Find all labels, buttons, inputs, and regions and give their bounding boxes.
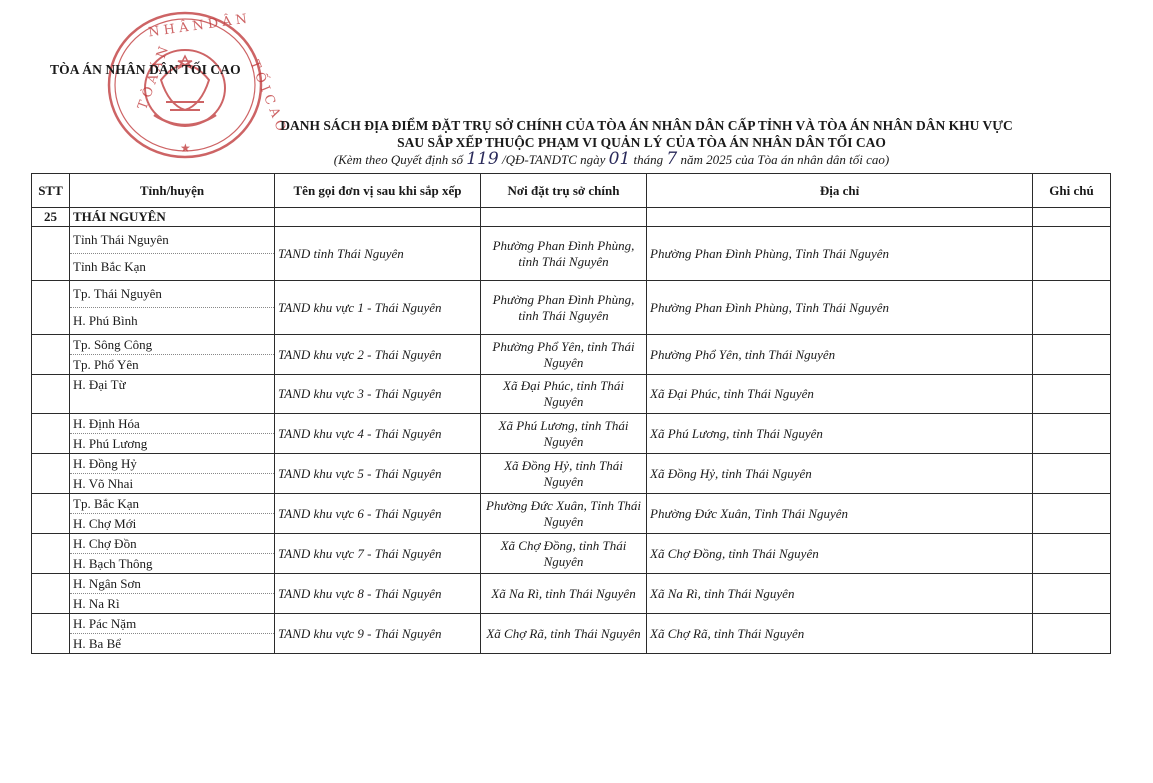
subtitle-part2: /QĐ-TANDTC ngày — [502, 152, 606, 167]
region-name: H. Chợ Đồn — [70, 534, 274, 554]
row-unit-name: TAND khu vực 9 - Thái Nguyên — [275, 614, 481, 654]
table-row — [32, 375, 1111, 414]
table-header-row — [32, 174, 1111, 208]
row-seat: Phường Phan Đình Phùng, tỉnh Thái Nguyên — [481, 227, 647, 281]
row-stt-cell — [32, 574, 70, 614]
organization-name: TÒA ÁN NHÂN DÂN TỐI CAO — [50, 62, 241, 77]
row-stt-cell — [32, 534, 70, 574]
region-name: Tỉnh Bắc Kạn — [73, 259, 146, 274]
row-note — [1033, 227, 1111, 281]
row-unit-name: TAND tỉnh Thái Nguyên — [275, 227, 481, 281]
region-name: Tp. Phổ Yên — [73, 357, 139, 372]
empty-cell — [647, 208, 1033, 227]
row-stt-cell — [32, 281, 70, 335]
region-name: H. Chợ Mới — [73, 516, 137, 531]
col-header-seat: Nơi đặt trụ sở chính — [481, 174, 647, 208]
row-unit-name: TAND khu vực 8 - Thái Nguyên — [275, 574, 481, 614]
section-name: THÁI NGUYÊN — [70, 208, 275, 227]
region-name: Tỉnh Thái Nguyên — [70, 227, 274, 254]
row-stt-cell — [32, 414, 70, 454]
row-seat: Xã Đồng Hỷ, tỉnh Thái Nguyên — [481, 454, 647, 494]
row-seat: Phường Phổ Yên, tỉnh Thái Nguyên — [481, 335, 647, 375]
svg-text:N H Â N D Â N: N H Â N D Â N — [147, 11, 248, 41]
row-region-cell — [70, 534, 275, 574]
table-row — [32, 281, 1111, 335]
row-region-cell — [70, 574, 275, 614]
section-row — [32, 208, 1111, 227]
subtitle-part1: (Kèm theo Quyết định số — [333, 152, 464, 167]
document-title-line1: DANH SÁCH ĐỊA ĐIỂM ĐẶT TRỤ SỞ CHÍNH CỦA TÒA ÁN NHÂN DÂN CẤP TỈNH VÀ TÒA ÁN NHÂN DÂN KHU VỰC — [280, 118, 1013, 133]
col-header-unit-name: Tên gọi đơn vị sau khi sắp xếp — [275, 174, 481, 208]
empty-cell — [481, 208, 647, 227]
decision-month: 7 — [666, 149, 678, 169]
decision-day: 01 — [608, 149, 631, 169]
row-region-cell — [70, 614, 275, 654]
svg-text:T Ò A Á N: T Ò A Á N — [135, 44, 172, 112]
row-stt-cell — [32, 375, 70, 414]
row-address: Xã Đồng Hỷ, tỉnh Thái Nguyên — [647, 454, 1033, 494]
region-name: H. Võ Nhai — [73, 476, 134, 491]
table-row — [32, 574, 1111, 614]
table-row — [32, 614, 1111, 654]
region-name: Tp. Sông Công — [70, 335, 274, 355]
region-name: Tp. Bắc Kạn — [70, 494, 274, 514]
row-stt-cell — [32, 614, 70, 654]
row-region-cell — [70, 414, 275, 454]
table-row — [32, 414, 1111, 454]
region-name: H. Pác Nặm — [70, 614, 274, 634]
decision-number: 119 — [466, 149, 499, 169]
row-seat: Xã Phú Lương, tỉnh Thái Nguyên — [481, 414, 647, 454]
document-titles — [0, 117, 1153, 168]
region-name: H. Ngân Sơn — [70, 574, 274, 594]
svg-text:T Ố I C A O: T Ố I C A O — [246, 58, 289, 134]
row-unit-name: TAND khu vực 3 - Thái Nguyên — [275, 375, 481, 414]
row-note — [1033, 414, 1111, 454]
row-seat: Phường Đức Xuân, Tỉnh Thái Nguyên — [481, 494, 647, 534]
row-stt-cell — [32, 227, 70, 281]
empty-cell — [1033, 208, 1111, 227]
row-note — [1033, 614, 1111, 654]
table-row — [32, 227, 1111, 281]
region-name: H. Phú Bình — [73, 313, 138, 328]
row-address: Xã Phú Lương, tỉnh Thái Nguyên — [647, 414, 1033, 454]
row-region-cell — [70, 227, 275, 281]
subtitle-part4: năm 2025 của Tòa án nhân dân tối cao) — [680, 152, 890, 167]
row-note — [1033, 375, 1111, 414]
region-name: H. Đại Từ — [73, 377, 126, 392]
col-header-address: Địa chỉ — [647, 174, 1033, 208]
region-name: H. Ba Bể — [73, 636, 122, 651]
row-stt-cell — [32, 335, 70, 375]
row-unit-name: TAND khu vực 7 - Thái Nguyên — [275, 534, 481, 574]
region-name: H. Na Rì — [73, 596, 120, 611]
row-address: Xã Chợ Đồng, tỉnh Thái Nguyên — [647, 534, 1033, 574]
row-seat: Xã Chợ Đồng, tỉnh Thái Nguyên — [481, 534, 647, 574]
col-header-region: Tỉnh/huyện — [70, 174, 275, 208]
row-region-cell — [70, 494, 275, 534]
row-seat: Phường Phan Đình Phùng, tỉnh Thái Nguyên — [481, 281, 647, 335]
court-location-table — [31, 173, 1111, 654]
subtitle-part3: tháng — [633, 152, 664, 167]
region-name: H. Định Hóa — [70, 414, 274, 434]
svg-text:★: ★ — [180, 141, 191, 155]
document-title-line2: SAU SẮP XẾP THUỘC PHẠM VI QUẢN LÝ CỦA TÒA ÁN NHÂN DÂN TỐI CAO — [397, 135, 886, 150]
row-address: Xã Chợ Rã, tỉnh Thái Nguyên — [647, 614, 1033, 654]
empty-cell — [275, 208, 481, 227]
region-name: Tp. Thái Nguyên — [70, 281, 274, 308]
row-seat: Xã Na Rì, tỉnh Thái Nguyên — [481, 574, 647, 614]
document-subtitle — [70, 151, 1153, 168]
row-note — [1033, 281, 1111, 335]
row-note — [1033, 534, 1111, 574]
section-stt: 25 — [32, 208, 70, 227]
row-unit-name: TAND khu vực 4 - Thái Nguyên — [275, 414, 481, 454]
table-row — [32, 494, 1111, 534]
row-note — [1033, 454, 1111, 494]
col-header-stt: STT — [32, 174, 70, 208]
col-header-note: Ghi chú — [1033, 174, 1111, 208]
table-row — [32, 534, 1111, 574]
row-address: Phường Phan Đình Phùng, Tỉnh Thái Nguyên — [647, 227, 1033, 281]
row-region-cell — [70, 281, 275, 335]
row-region-cell — [70, 335, 275, 375]
row-note — [1033, 494, 1111, 534]
row-address: Phường Phổ Yên, tỉnh Thái Nguyên — [647, 335, 1033, 375]
region-name: H. Đồng Hỷ — [70, 454, 274, 474]
table-row — [32, 335, 1111, 375]
row-note — [1033, 574, 1111, 614]
row-address: Phường Đức Xuân, Tỉnh Thái Nguyên — [647, 494, 1033, 534]
row-seat: Xã Chợ Rã, tỉnh Thái Nguyên — [481, 614, 647, 654]
row-region-cell — [70, 375, 275, 414]
row-address: Xã Na Rì, tỉnh Thái Nguyên — [647, 574, 1033, 614]
row-seat: Xã Đại Phúc, tỉnh Thái Nguyên — [481, 375, 647, 414]
row-note — [1033, 335, 1111, 375]
row-stt-cell — [32, 454, 70, 494]
region-name: H. Bạch Thông — [73, 556, 153, 571]
row-unit-name: TAND khu vực 1 - Thái Nguyên — [275, 281, 481, 335]
region-name: H. Phú Lương — [73, 436, 148, 451]
row-region-cell — [70, 454, 275, 494]
row-unit-name: TAND khu vực 2 - Thái Nguyên — [275, 335, 481, 375]
row-stt-cell — [32, 494, 70, 534]
row-unit-name: TAND khu vực 5 - Thái Nguyên — [275, 454, 481, 494]
row-address: Phường Phan Đình Phùng, Tỉnh Thái Nguyên — [647, 281, 1033, 335]
row-unit-name: TAND khu vực 6 - Thái Nguyên — [275, 494, 481, 534]
table-row — [32, 454, 1111, 494]
row-address: Xã Đại Phúc, tỉnh Thái Nguyên — [647, 375, 1033, 414]
